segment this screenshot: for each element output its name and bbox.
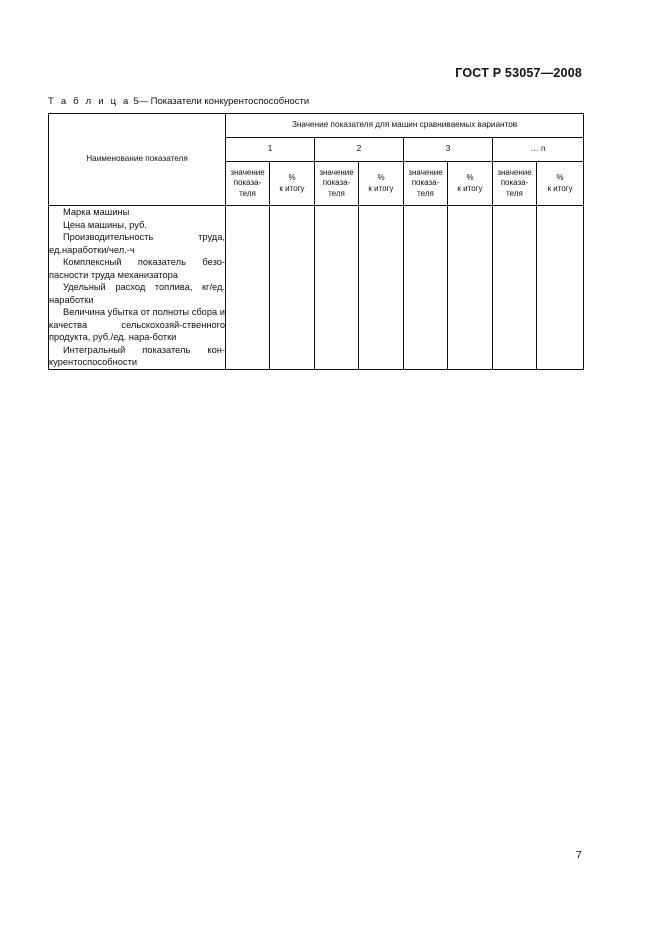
- indicator-name: Производительность труда, ед.наработки/чел.-ч: [49, 232, 225, 255]
- table-cell: [270, 306, 315, 344]
- table-cell: [448, 256, 493, 281]
- document-standard-header: ГОСТ Р 53057—2008: [455, 66, 582, 80]
- table-cell: [226, 344, 270, 370]
- table-cell: [537, 231, 584, 256]
- table-row: [49, 344, 584, 370]
- table-cell: [448, 206, 493, 219]
- table-cell: [404, 256, 448, 281]
- table-cell: [404, 306, 448, 344]
- table-cell: [537, 219, 584, 232]
- table-cell: [537, 206, 584, 219]
- table-cell: [493, 206, 537, 219]
- table-caption-title: — Показатели конкурентоспособности: [138, 96, 310, 107]
- name-column-header: Наименование показателя: [49, 114, 226, 206]
- table-cell: [226, 281, 270, 306]
- value-subheader: значение показа-теля: [404, 162, 448, 206]
- indicator-name: Марка машины: [49, 206, 226, 219]
- table-cell: [493, 344, 537, 370]
- table-cell: [315, 344, 359, 370]
- percent-subheader: % к итогу: [537, 162, 584, 206]
- table-cell: [270, 344, 315, 370]
- table-cell: [270, 206, 315, 219]
- percent-subheader: % к итогу: [448, 162, 493, 206]
- table-cell: [404, 206, 448, 219]
- table-row: [49, 281, 584, 306]
- table-cell: [448, 231, 493, 256]
- table-cell: [493, 256, 537, 281]
- table-cell: [315, 306, 359, 344]
- table-row: [49, 206, 584, 219]
- table-cell: [315, 219, 359, 232]
- table-cell: [226, 306, 270, 344]
- table-cell: [404, 219, 448, 232]
- value-subheader: значение показа-теля: [493, 162, 537, 206]
- indicator-name: Удельный расход топлива, кг/ед. наработки: [49, 282, 225, 305]
- table-cell: [493, 281, 537, 306]
- indicator-name: Величина убытка от полноты сбора и качества сельскохозяй-ственного продукта, руб./ед. нара-ботки: [49, 307, 225, 342]
- table-cell: [270, 231, 315, 256]
- table-caption-label: Т а б л и ц а: [48, 96, 131, 107]
- table-cell: [359, 344, 404, 370]
- variant-header-3: 3: [404, 138, 493, 162]
- page-number: 7: [576, 849, 582, 861]
- table-cell: [537, 344, 584, 370]
- table-cell: [270, 281, 315, 306]
- table-cell: [404, 231, 448, 256]
- table-cell: [493, 219, 537, 232]
- table-caption: [48, 96, 309, 107]
- table-cell: [448, 306, 493, 344]
- indicator-name: Интегральный показатель кон-курентоспособности: [49, 344, 225, 367]
- table-cell: [315, 206, 359, 219]
- table-row: [49, 219, 584, 232]
- table-cell: [315, 281, 359, 306]
- table-cell: [448, 219, 493, 232]
- table-row: [49, 306, 584, 344]
- table-cell: [493, 306, 537, 344]
- table-row: [49, 231, 584, 256]
- competitiveness-table: [48, 113, 584, 370]
- table-cell: [359, 219, 404, 232]
- percent-subheader: % к итогу: [359, 162, 404, 206]
- table-cell: [315, 231, 359, 256]
- value-subheader: значение показа-теля: [226, 162, 270, 206]
- value-subheader: значение показа-теля: [315, 162, 359, 206]
- table-caption-number: 5: [133, 96, 139, 107]
- table-cell: [359, 206, 404, 219]
- group-header: Значение показателя для машин сравниваемых вариантов: [226, 114, 584, 138]
- table-cell: [270, 256, 315, 281]
- table-cell: [404, 281, 448, 306]
- indicator-name: Цена машины, руб.: [49, 219, 226, 232]
- variant-header-2: 2: [315, 138, 404, 162]
- table-cell: [359, 231, 404, 256]
- table-row: [49, 256, 584, 281]
- table-cell: [448, 344, 493, 370]
- table-cell: [226, 206, 270, 219]
- table-cell: [226, 231, 270, 256]
- table-cell: [537, 256, 584, 281]
- table-cell: [226, 256, 270, 281]
- variant-header-1: 1: [226, 138, 315, 162]
- table-cell: [493, 231, 537, 256]
- table-cell: [359, 281, 404, 306]
- table-cell: [359, 256, 404, 281]
- indicator-name: Комплексный показатель безо-пасности труда механизатора: [49, 257, 225, 280]
- table-cell: [359, 306, 404, 344]
- variant-header-n: … n: [493, 138, 584, 162]
- table-cell: [448, 281, 493, 306]
- table-cell: [537, 281, 584, 306]
- table-cell: [270, 219, 315, 232]
- table-cell: [226, 219, 270, 232]
- table-cell: [404, 344, 448, 370]
- table-cell: [537, 306, 584, 344]
- percent-subheader: % к итогу: [270, 162, 315, 206]
- table-cell: [315, 256, 359, 281]
